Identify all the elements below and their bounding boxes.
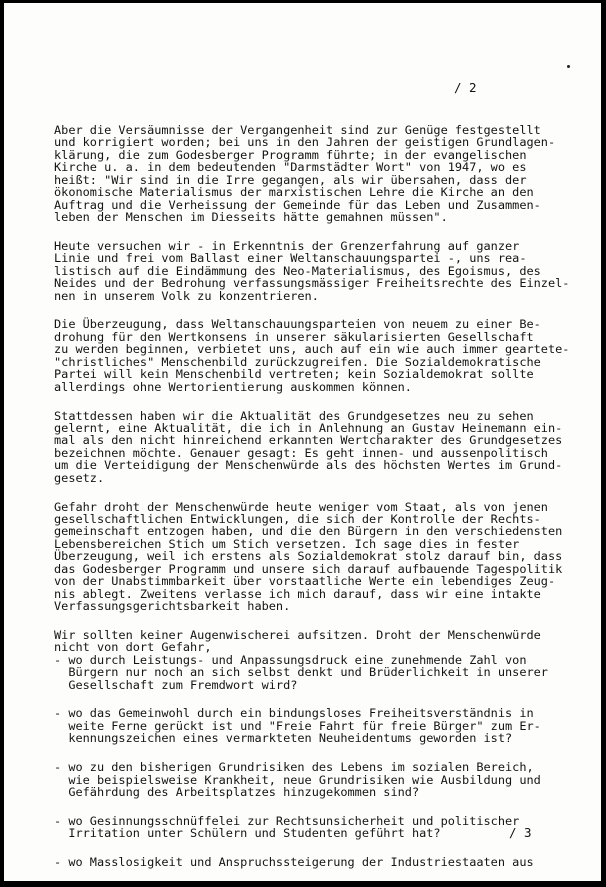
text-line: Gefährdung des Arbeitsplatzes hinzugekommen sind? bbox=[54, 785, 420, 800]
text-line: - wo Masslosigkeit und Anspruchssteigerung der Industriestaaten aus bbox=[54, 854, 534, 869]
text-line: bezeichnen möchte. Genauer gesagt: Es geht innen- und aussenpolitisch bbox=[54, 445, 548, 460]
list-item bbox=[54, 761, 594, 798]
text-line: Lebensbereichen Stich um Stich versetzen. Ich sage dies in fester bbox=[54, 536, 520, 551]
text-line: Partei will kein Menschenbild vertreten; kein Sozialdemokrat sollte bbox=[54, 367, 534, 382]
text-line: gesellschaftlichen Entwicklungen, die sich der Kontrolle der Rechts- bbox=[54, 511, 541, 526]
text-line: heißt: "Wir sind in die Irre gegangen, als wir übersahen, dass der bbox=[54, 172, 527, 187]
text-line: leben der Menschen im Diesseits hätte gemahnen müssen". bbox=[54, 210, 448, 225]
top-page-number: / 2 bbox=[454, 80, 477, 95]
text-line: von der Unabstimmbarkeit über vorstaatliche Werte ein lebendiges Zeug- bbox=[54, 574, 556, 589]
scan-speck bbox=[567, 65, 570, 68]
text-line: Heute versuchen wir - in Erkenntnis der Grenzerfahrung auf ganzer bbox=[54, 238, 520, 253]
bottom-page-number: / 3 bbox=[509, 825, 532, 840]
text-line: gemeinschaft entzogen haben, und die den Bürgern in den verschiedensten bbox=[54, 524, 563, 539]
paragraph bbox=[54, 410, 594, 485]
text-line: Neides und der Bedrohung verfassungsmässiger Freiheitsrechte des Einzel- bbox=[54, 276, 570, 291]
text-line: gelernt, eine Aktualität, die ich in Anlehnung an Gustav Heinemann ein- bbox=[54, 420, 563, 435]
paragraph bbox=[54, 629, 594, 654]
text-line: Irritation unter Schülern und Studenten geführt hat? bbox=[54, 826, 441, 841]
text-line: das Godesberger Programm und unsere sich darauf aufbauende Tagespolitik bbox=[54, 561, 563, 576]
text-line: - wo Gesinnungsschnüffelei zur Rechtsunsicherheit und politischer bbox=[54, 813, 520, 828]
text-line: listisch auf die Eindämmung des Neo-Materialismus, des Egoismus, des bbox=[54, 263, 541, 278]
text-line: gesetz. bbox=[54, 470, 105, 485]
list-item bbox=[54, 654, 594, 691]
text-line: Auftrag und die Verheissung der Gemeinde für das Leben und Zusammen- bbox=[54, 197, 541, 212]
text-line: drohung für den Wertkonsens in unserer säkularisierten Gesellschaft bbox=[54, 329, 534, 344]
paragraph bbox=[54, 240, 594, 302]
text-line: Verfassungsgerichtsbarkeit haben. bbox=[54, 599, 291, 614]
text-line: - wo zu den bisherigen Grundrisiken des Lebens im sozialen Bereich, bbox=[54, 760, 534, 775]
text-line: nis ablegt. Zweitens verlasse ich mich darauf, dass wir eine intakte bbox=[54, 586, 541, 601]
text-line: mal als den nicht hinreichend erkannten Wertcharakter des Grundgesetzes bbox=[54, 433, 563, 448]
text-line: kennungszeichen eines vermarkteten Neuheidentums geworden ist? bbox=[54, 731, 513, 746]
document-body bbox=[54, 124, 594, 868]
text-line: - wo durch Leistungs- und Anpassungsdruck eine zunehmende Zahl von bbox=[54, 652, 527, 667]
text-line: Kirche u. a. in dem bedeutenden "Darmstädter Wort" von 1947, wo es bbox=[54, 160, 527, 175]
text-line: Bürgern nur noch an sich selbst denkt und Brüderlichkeit in unserer bbox=[54, 665, 548, 680]
text-line: Aber die Versäumnisse der Vergangenheit sind zur Genüge festgestellt bbox=[54, 123, 541, 137]
document-page bbox=[4, 3, 601, 881]
text-line: weite Ferne gerückt ist und "Freie Fahrt für freie Bürger" zum Er- bbox=[54, 718, 541, 733]
text-line: Wir sollten keiner Augenwischerei aufsitzen. Droht der Menschenwürde bbox=[54, 627, 541, 642]
text-line: ökonomische Materialismus der marxistischen Lehre die Kirche an den bbox=[54, 185, 534, 200]
text-line: Überzeugung, weil ich erstens als Sozialdemokrat stolz darauf bin, dass bbox=[54, 549, 563, 564]
list-item bbox=[54, 856, 594, 868]
text-line: nen in unserem Volk zu konzentrieren. bbox=[54, 288, 319, 303]
text-line: klärung, die zum Godesberger Programm führte; in der evangelischen bbox=[54, 147, 527, 162]
text-line: Die Überzeugung, dass Weltanschauungsparteien von neuem zu einer Be- bbox=[54, 317, 541, 332]
text-line: nicht von dort Gefahr, bbox=[54, 640, 212, 655]
text-line: Gefahr droht der Menschenwürde heute weniger vom Staat, als von jenen bbox=[54, 499, 548, 514]
text-line: allerdings ohne Wertorientierung auskommen können. bbox=[54, 379, 412, 394]
paragraph bbox=[54, 501, 594, 613]
text-line: "christliches" Menschenbild zurückzugreifen. Die Sozialdemokratische bbox=[54, 354, 541, 369]
list-item bbox=[54, 707, 594, 744]
text-line: - wo das Gemeinwohl durch ein bindungsloses Freiheitsverständnis in bbox=[54, 706, 534, 721]
text-line: um die Verteidigung der Menschenwürde als des höchsten Wertes im Grund- bbox=[54, 458, 563, 473]
paragraph bbox=[54, 318, 594, 393]
text-line: zu werden beginnen, verbietet uns, auch auf ein wie auch immer geartete- bbox=[54, 342, 570, 357]
text-line: Linie und frei vom Ballast einer Weltanschauungspartei -, uns rea- bbox=[54, 251, 527, 266]
text-line: Gesellschaft zum Fremdwort wird? bbox=[54, 677, 298, 692]
paragraph bbox=[54, 124, 594, 224]
text-line: wie beispielsweise Krankheit, neue Grundrisiken wie Ausbildung und bbox=[54, 772, 541, 787]
text-line: Stattdessen haben wir die Aktualität des Grundgesetzes neu zu sehen bbox=[54, 408, 534, 423]
text-line: und korrigiert worden; bei uns in den Jahren der geistigen Grundlagen- bbox=[54, 135, 556, 150]
